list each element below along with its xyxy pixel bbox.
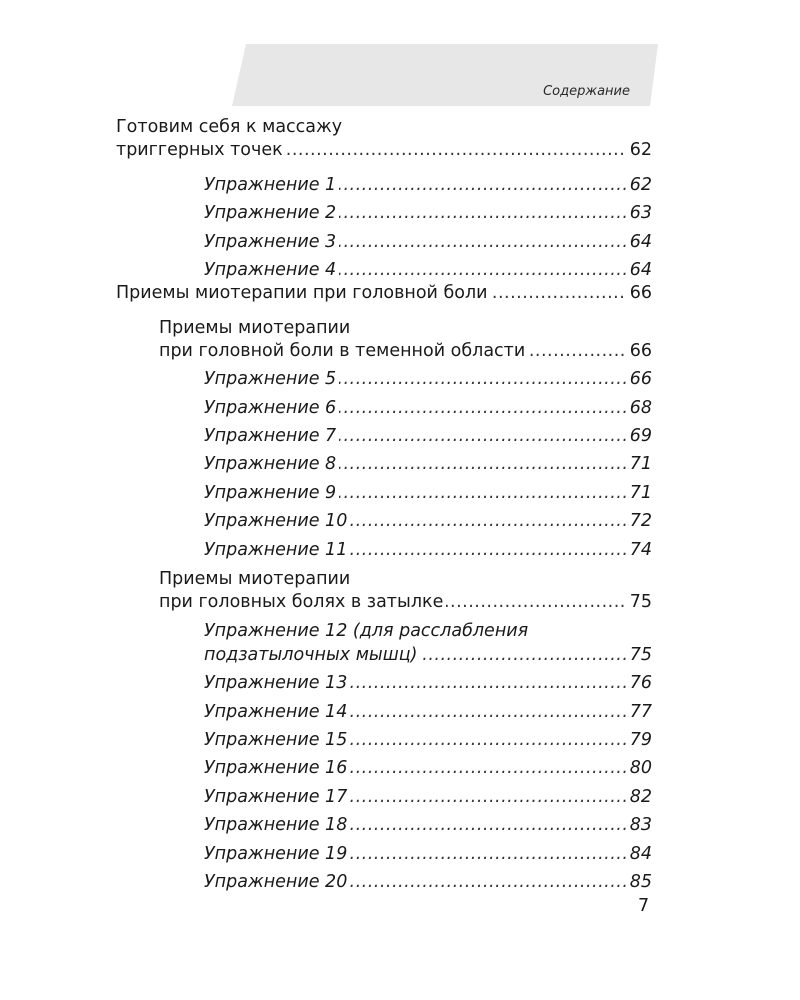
toc-entry[interactable] bbox=[204, 643, 652, 667]
toc-entry[interactable] bbox=[204, 842, 652, 866]
toc-entry[interactable] bbox=[204, 700, 652, 724]
toc-entry[interactable] bbox=[204, 870, 652, 894]
toc-page-number: 71 bbox=[627, 452, 652, 476]
toc-entry[interactable] bbox=[116, 281, 652, 305]
toc-page-number: 77 bbox=[627, 700, 652, 724]
toc-entry[interactable] bbox=[204, 173, 652, 197]
toc-page-number: 62 bbox=[627, 173, 652, 197]
toc-page-number: 80 bbox=[627, 756, 652, 780]
toc-entry-text: Приемы миотерапии bbox=[159, 316, 353, 340]
toc-entry[interactable] bbox=[204, 509, 652, 533]
toc-entry-text: Упражнение 16 bbox=[204, 756, 350, 780]
toc-entry[interactable] bbox=[204, 452, 652, 476]
toc-entry[interactable] bbox=[204, 671, 652, 695]
toc-entry[interactable] bbox=[204, 396, 652, 420]
toc-entry-text: Упражнение 7 bbox=[204, 424, 339, 448]
toc-entry-text: при головных болях в затылке bbox=[159, 590, 446, 614]
toc-page-number: 62 bbox=[627, 138, 652, 162]
toc-entry-text: подзатылочных мышц) bbox=[204, 643, 420, 667]
toc-page-number: 68 bbox=[627, 396, 652, 420]
toc-page-number: 69 bbox=[627, 424, 652, 448]
toc-page-number: 64 bbox=[627, 258, 652, 282]
toc-entry[interactable] bbox=[159, 590, 652, 614]
toc-page-number: 63 bbox=[627, 201, 652, 225]
toc-heading-line bbox=[159, 316, 639, 340]
toc-page-number: 66 bbox=[627, 339, 652, 363]
toc-entry-text: Упражнение 6 bbox=[204, 396, 339, 420]
toc-heading-line bbox=[159, 567, 639, 591]
toc-entry-text: Упражнение 15 bbox=[204, 728, 350, 752]
toc-entry-text: Упражнение 9 bbox=[204, 481, 339, 505]
toc-heading-line bbox=[204, 619, 652, 643]
toc-entry-text: Упражнение 14 bbox=[204, 700, 350, 724]
toc-entry-text: Упражнение 3 bbox=[204, 230, 339, 254]
toc-entry-text: Упражнение 18 bbox=[204, 813, 350, 837]
toc-entry-text: Приемы миотерапии при головной боли bbox=[116, 281, 491, 305]
toc-page-number: 82 bbox=[627, 785, 652, 809]
toc-entry-text: Упражнение 12 (для расслабления bbox=[204, 619, 531, 643]
toc-entry[interactable] bbox=[116, 138, 652, 162]
toc-entry[interactable] bbox=[204, 813, 652, 837]
toc-entry-text: Упражнение 19 bbox=[204, 842, 350, 866]
toc-entry[interactable] bbox=[204, 258, 652, 282]
toc-entry[interactable] bbox=[204, 201, 652, 225]
toc-entry-text: триггерных точек bbox=[116, 138, 286, 162]
toc-page-number: 75 bbox=[627, 590, 652, 614]
toc-entry-text: Упражнение 20 bbox=[204, 870, 350, 894]
toc-entry-text: Упражнение 8 bbox=[204, 452, 339, 476]
running-head: Содержание bbox=[543, 84, 630, 99]
toc-page-number: 72 bbox=[627, 509, 652, 533]
toc-heading-line bbox=[116, 115, 636, 139]
toc-entry-text: Готовим себя к массажу bbox=[116, 115, 345, 139]
toc-page-number: 79 bbox=[627, 728, 652, 752]
toc-entry-text: Упражнение 2 bbox=[204, 201, 339, 225]
toc-entry-text: Упражнение 13 bbox=[204, 671, 350, 695]
toc-entry[interactable] bbox=[204, 367, 652, 391]
toc-entry-text: Упражнение 4 bbox=[204, 258, 339, 282]
toc-entry[interactable] bbox=[204, 481, 652, 505]
toc-entry-text: Упражнение 5 bbox=[204, 367, 339, 391]
toc-entry[interactable] bbox=[204, 230, 652, 254]
toc-entry-text: Приемы миотерапии bbox=[159, 567, 353, 591]
toc-entry-text: Упражнение 1 bbox=[204, 173, 339, 197]
toc-entry[interactable] bbox=[204, 756, 652, 780]
toc-entry-text: при головной боли в теменной области bbox=[159, 339, 528, 363]
toc-entry[interactable] bbox=[204, 424, 652, 448]
toc-entry-text: Упражнение 10 bbox=[204, 509, 350, 533]
toc-page-number: 66 bbox=[627, 367, 652, 391]
toc-page-number: 83 bbox=[627, 813, 652, 837]
toc-entry-text: Упражнение 17 bbox=[204, 785, 350, 809]
toc-page-number: 66 bbox=[627, 281, 652, 305]
toc-entry[interactable] bbox=[159, 339, 652, 363]
toc-entry-text: Упражнение 11 bbox=[204, 538, 350, 562]
toc-page-number: 85 bbox=[627, 870, 652, 894]
toc-page-number: 84 bbox=[627, 842, 652, 866]
toc-page-number: 71 bbox=[627, 481, 652, 505]
toc-page-number: 64 bbox=[627, 230, 652, 254]
page-number: 7 bbox=[638, 896, 650, 916]
toc-entry[interactable] bbox=[204, 728, 652, 752]
toc-page-number: 75 bbox=[627, 643, 652, 667]
toc-page-number: 76 bbox=[627, 671, 652, 695]
toc-entry[interactable] bbox=[204, 538, 652, 562]
toc-page-number: 74 bbox=[627, 538, 652, 562]
toc-entry[interactable] bbox=[204, 785, 652, 809]
